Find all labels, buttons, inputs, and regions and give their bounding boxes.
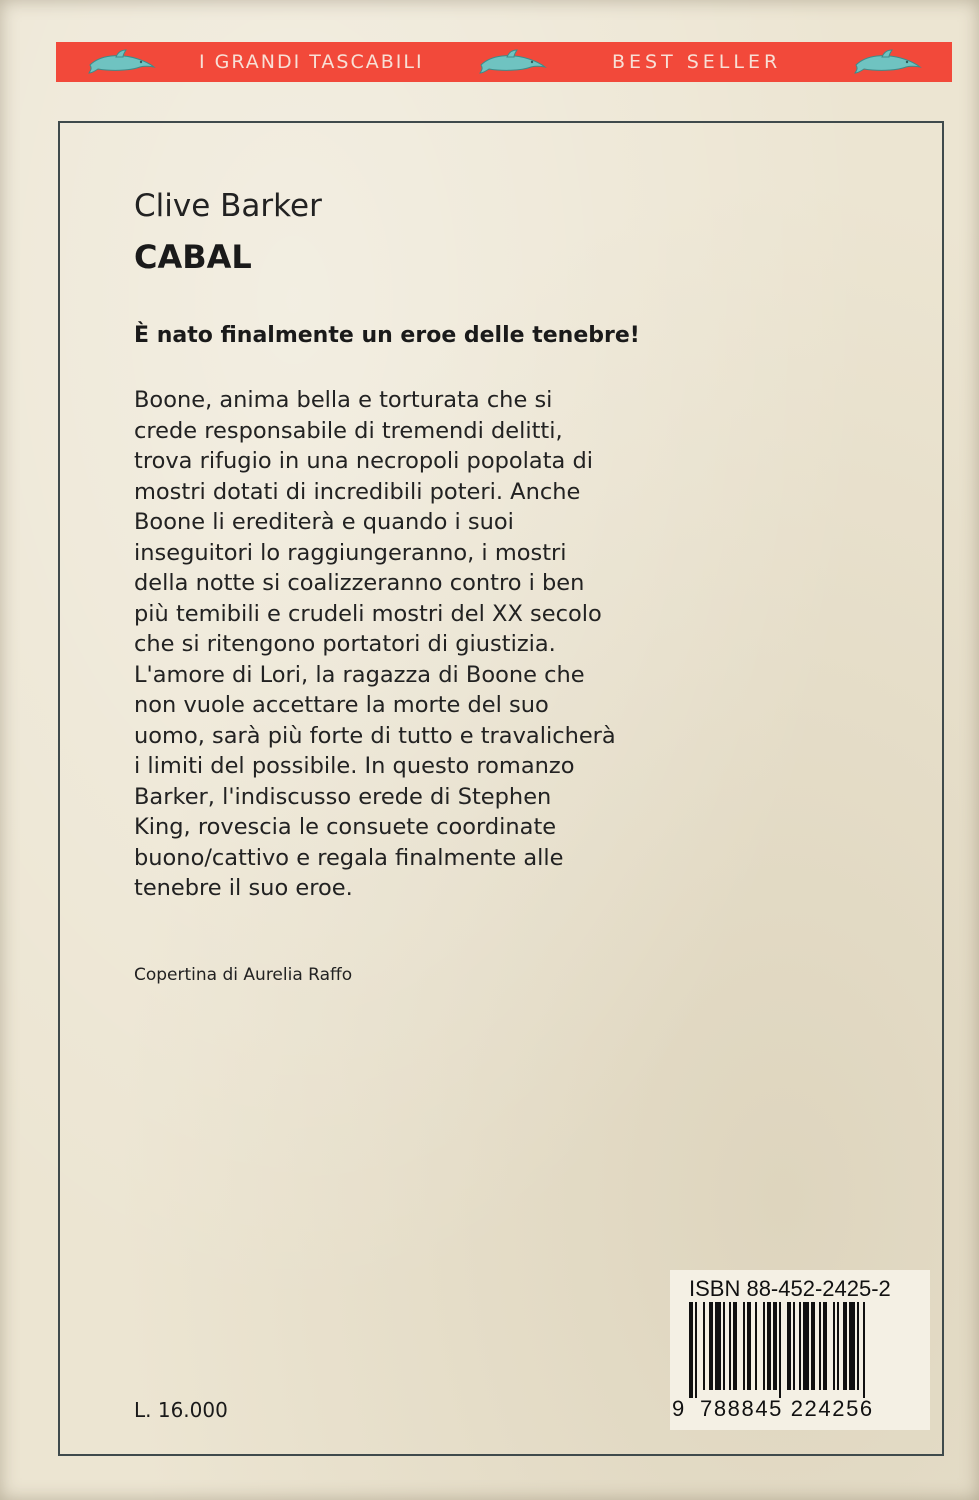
blurb-line: buono/cattivo e regala finalmente alle [134, 844, 564, 871]
barcode-icon [689, 1302, 907, 1398]
blurb-headline: È nato finalmente un eroe delle tenebre! [134, 323, 640, 348]
price-label: L. 16.000 [134, 1398, 228, 1422]
ean-first-digit: 9 [672, 1396, 685, 1421]
blurb-line: crede responsabile di tremendi delitti, [134, 417, 563, 444]
blurb-text [134, 385, 694, 904]
blurb-line: L'amore di Lori, la ragazza di Boone che [134, 661, 585, 688]
blurb-line: non vuole accettare la morte del suo [134, 692, 549, 718]
blurb-line: Boone, anima bella e torturata che si [134, 387, 553, 413]
series-label: I GRANDI TASCABILI [199, 51, 424, 73]
cover-credit: Copertina di Aurelia Raffo [134, 965, 353, 985]
blurb-line: mostri dotati di incredibili poteri. Anche [134, 478, 581, 505]
author-name: Clive Barker [134, 188, 322, 224]
blurb-line: trova rifugio in una necropoli popolata di [134, 448, 593, 474]
blurb-line: della notte si coalizzeranno contro i ben [134, 570, 585, 596]
book-title: CABAL [134, 238, 252, 276]
blurb-line: i limiti del possibile. In questo romanzo [134, 753, 575, 779]
blurb-line: Boone li erediterà e quando i suoi [134, 509, 514, 535]
dolphin-icon [86, 49, 158, 75]
ean-digits: 788845 224256 [700, 1396, 874, 1421]
isbn-label: ISBN 88-452-2425-2 [689, 1276, 891, 1301]
blurb-line: King, rovescia le consuete coordinate [134, 814, 557, 840]
blurb-line: più temibili e crudeli mostri del XX secolo [134, 600, 602, 627]
blurb-line: Barker, l'indiscusso erede di Stephen [134, 783, 552, 810]
dolphin-icon [477, 49, 549, 75]
best-seller-label: BEST SELLER [612, 51, 782, 73]
blurb-line: che si ritengono portatori di giustizia. [134, 631, 556, 657]
blurb-line: tenebre il suo eroe. [134, 875, 353, 901]
dolphin-icon [852, 49, 924, 75]
blurb-line: uomo, sarà più forte di tutto e travalicherà [134, 722, 616, 749]
blurb-line: inseguitori lo raggiungeranno, i mostri [134, 539, 567, 566]
series-banner [56, 42, 952, 82]
